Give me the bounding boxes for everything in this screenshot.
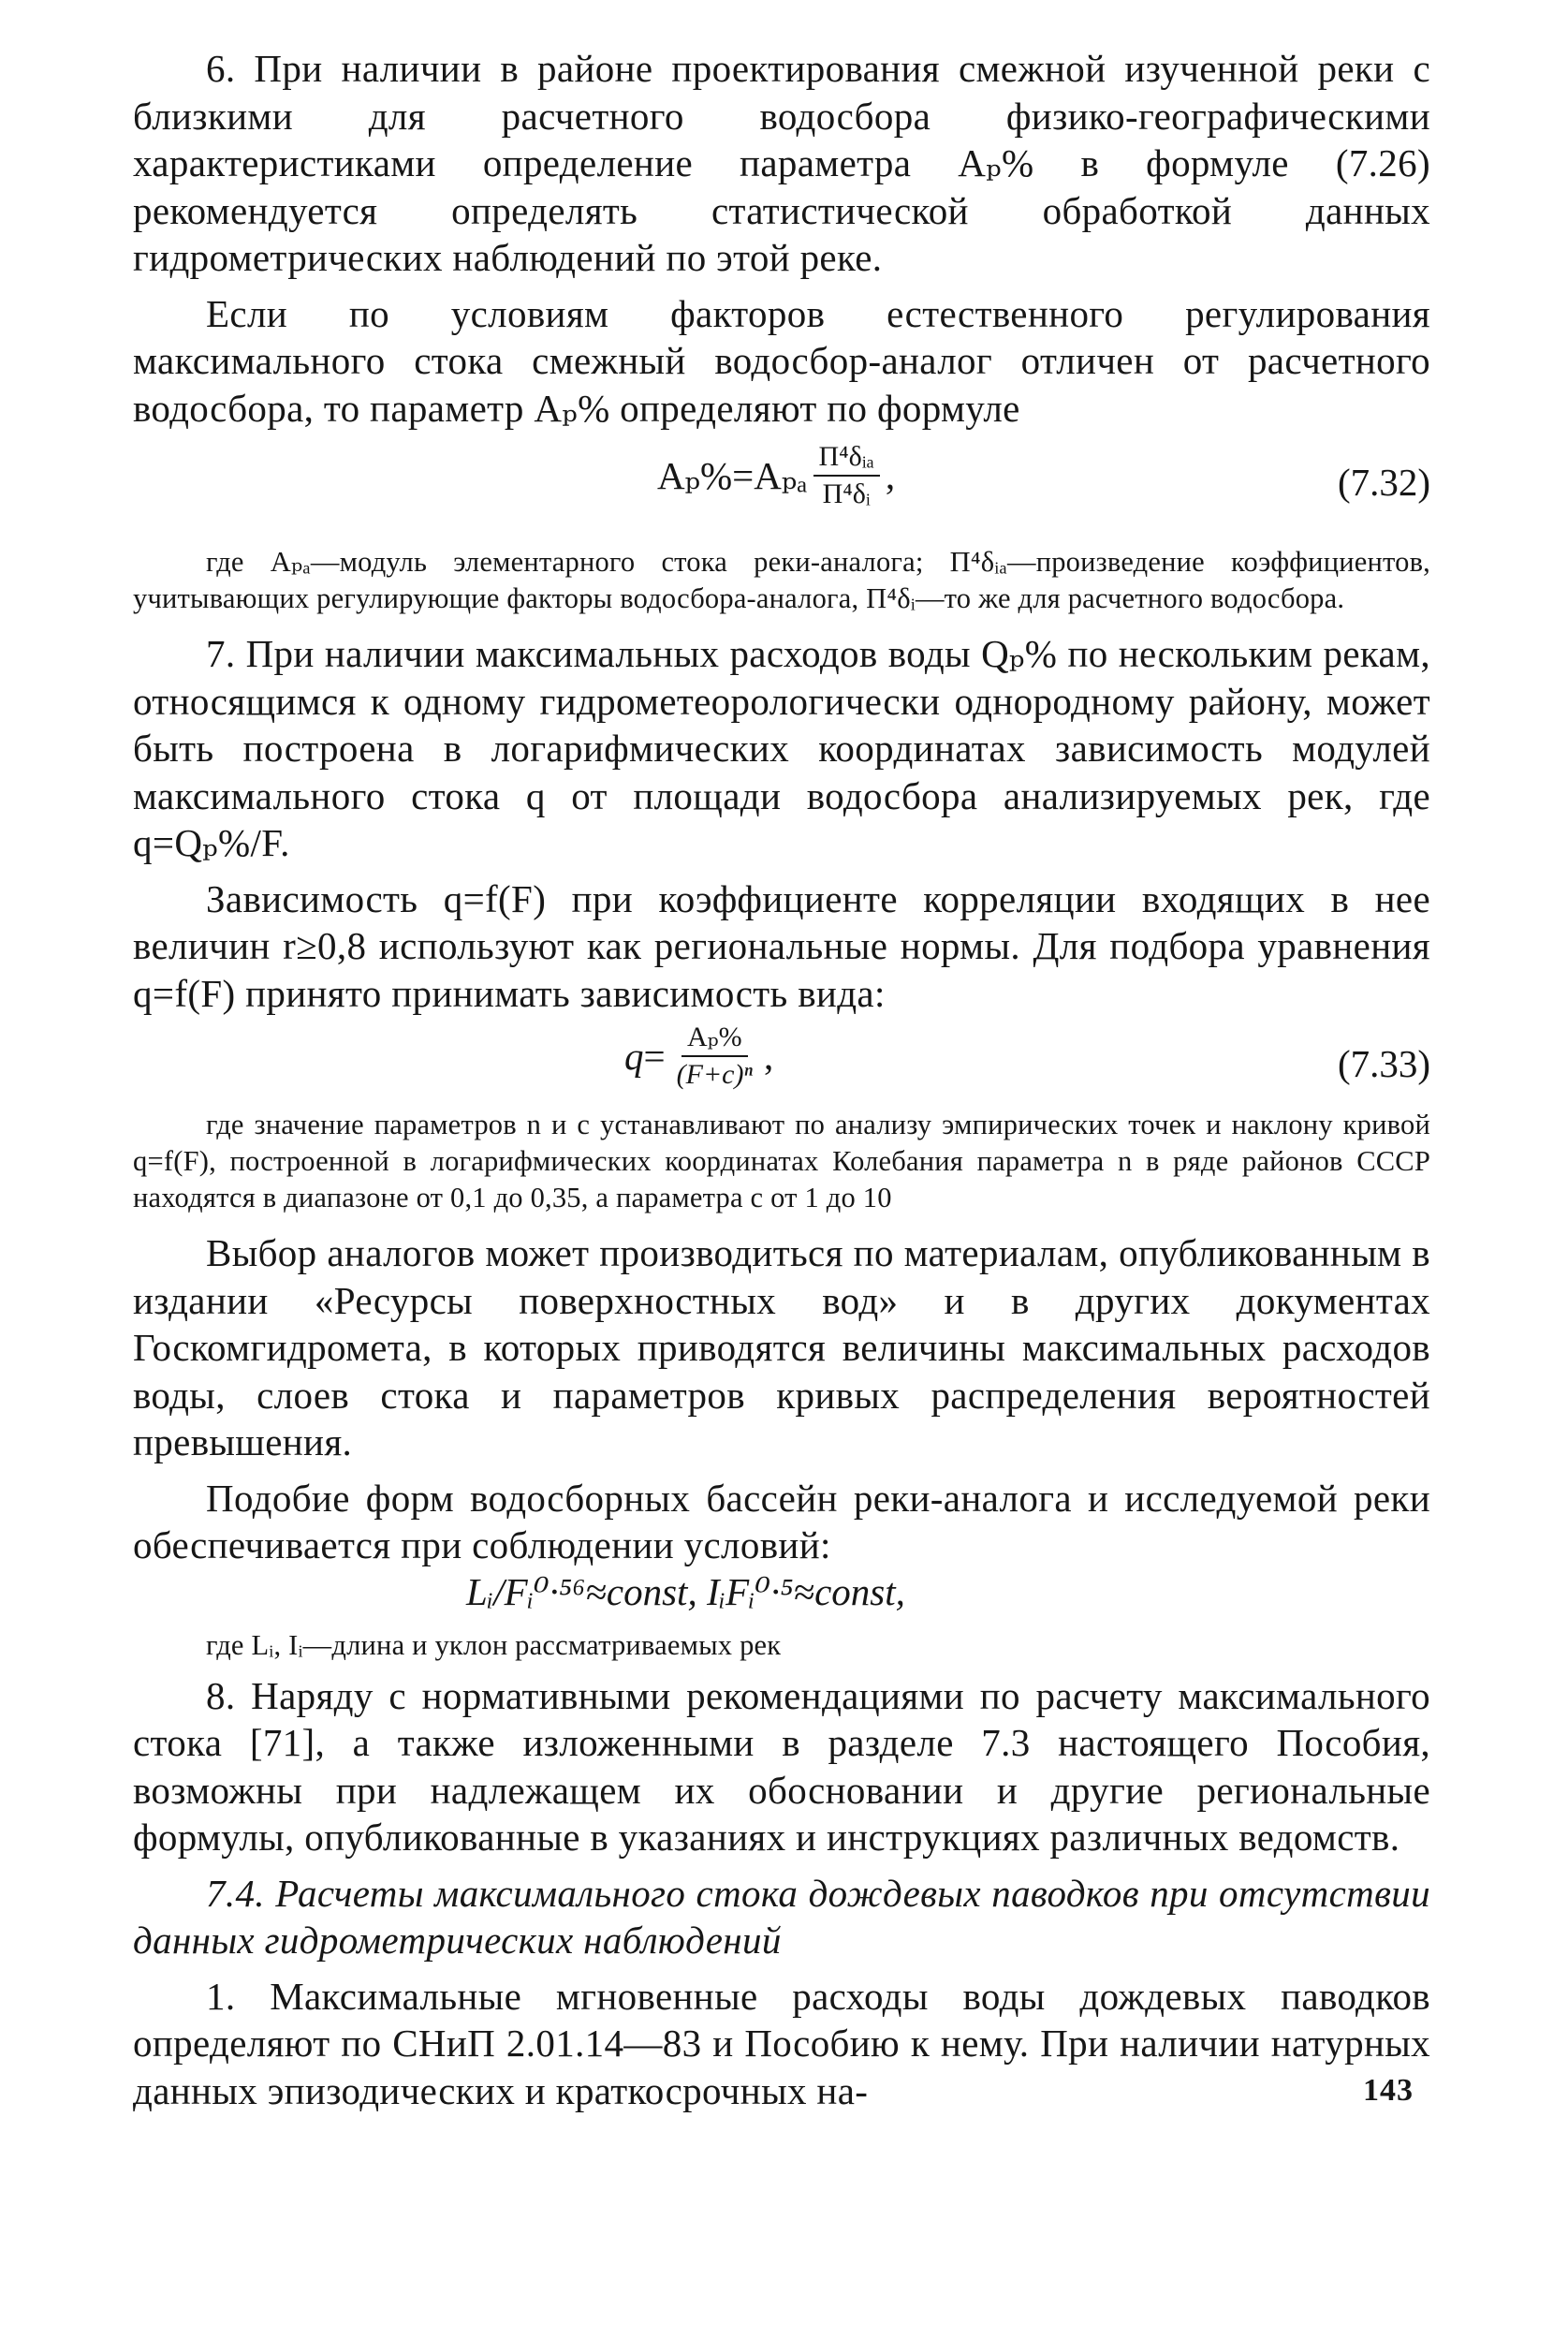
paragraph-regional-dependence: Зависимость q=f(F) при коэффициенте корреляции входящих в нее величин r≥0,8 используют как региональные нормы. Для подбора уравнения q=f(F) принято принимать зависимость вида: [133,876,1430,1015]
paragraph-item-7: 7. При наличии максимальных расходов воды Qₚ% по нескольким рекам, относящимся к одному гидрометеорологически однородному району, может быть построена в логарифмических координатах зависимость модулей максимального стока q от площади водосбора анализируемых рек, где q=Qₚ%/F. [133,632,1430,864]
note-analog-definitions: где Aₚₐ—модуль элементарного стока реки-аналога; Π⁴δᵢₐ—произведение коэффициентов, учитывающих регулирующие факторы водосбора-аналога, Π⁴δᵢ—то же для расчетного водосбора. [133,546,1430,614]
formula-7-33-number: (7.33) [1337,1042,1430,1085]
formula-7-32-eq: = [732,454,755,497]
formula-7-33-lhs: q [624,1034,644,1078]
paragraph-item-6: 6. При наличии в районе проектирования смежной изученной реки с близкими для расчетного водосбора физико-географическими характеристиками определение параметра Aₚ% в формуле (7.26) рекомендуется определять статистической обработкой данных гидрометрических наблюдений по этой реке. [133,47,1430,279]
paragraph-section-7-4-item-1: 1. Максимальные мгновенные расходы воды дождевых паводков определяют по СНиП 2.01.14—83 и Пособию к нему. При наличии натурных данных эпизодических и краткосрочных на- [133,1974,1430,2112]
formula-7-32-comma: , [885,454,896,497]
page-number: 143 [1363,2073,1414,2108]
formula-7-33-expression [624,1021,773,1091]
paragraph-analog-selection: Выбор аналогов может производиться по материалам, опубликованным в издании «Ресурсы поверхностных вод» и в других документах Госкомгидромета, в которых приводятся величины максимальных расходов воды, слоев стока и параметров кривых распределения вероятностей превышения. [133,1231,1430,1463]
text-column [133,45,1430,2114]
formula-similarity-expression: Lᵢ/Fᵢ⁰·⁵⁶≈const, IᵢFᵢ⁰·⁵≈const, [466,1569,905,1613]
formula-7-32 [133,432,1430,544]
formula-7-32-denominator: Π⁴δᵢ [822,478,871,509]
formula-7-33-denominator: (F+c)ⁿ [676,1059,753,1090]
formula-7-32-number: (7.32) [1337,461,1430,504]
note-parameters-n-c: где значение параметров n и c устанавливают по анализу эмпирических точек и наклону кривой q=f(F), построенной в логарифмических координатах Колебания параметра n в ряде районов СССР находятся в диапазоне от 0,1 до 0,35, а параметра c от 1 до 10 [133,1109,1430,1213]
paragraph-item-8: 8. Наряду с нормативными рекомендациями по расчету максимального стока [71], а также изложенными в разделе 7.3 настоящего Пособия, возможны при надлежащем их обосновании и другие региональные формулы, опубликованные в указаниях и инструкциях различных ведомств. [133,1673,1430,1859]
formula-7-32-coef: Aₚₐ [754,454,808,497]
paragraph-basin-similarity: Подобие форм водосборных бассейн реки-аналога и исследуемой реки обеспечивается при соблюдении условий: [133,1476,1430,1566]
formula-7-32-fraction [813,441,880,510]
formula-7-32-expression [657,441,895,510]
formula-7-33-comma: , [763,1034,774,1078]
formula-7-33-eq: = [643,1034,666,1078]
formula-7-33-numerator: Aₚ% [681,1021,748,1057]
formula-7-32-lhs: Aₚ% [657,454,733,497]
formula-7-32-numerator: Π⁴δᵢₐ [813,441,880,477]
formula-7-33 [133,1017,1430,1107]
formula-7-33-fraction [671,1021,758,1091]
formula-similarity-conditions [133,1569,1430,1627]
note-length-slope: где Lᵢ, Iᵢ—длина и уклон рассматриваемых рек [206,1628,782,1661]
paragraph-analog-formula-intro: Если по условиям факторов естественного регулирования максимального стока смежный водосбор-аналог отличен от расчетного водосбора, то параметр Aₚ% определяют по формуле [133,291,1430,430]
section-heading-7-4: 7.4. Расчеты максимального стока дождевых паводков при отсутствии данных гидрометрических наблюдений [133,1871,1430,1962]
